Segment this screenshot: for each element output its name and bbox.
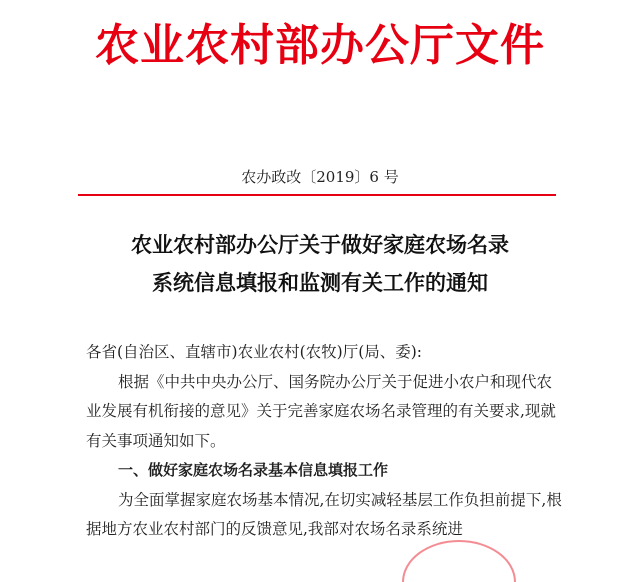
paragraph-2: 为全面掌握家庭农场基本情况,在切实减轻基层工作负担前提下,根据地方农业农村部门的反馈意见,我部对农场名录系统进 bbox=[86, 490, 562, 538]
title-line-2: 系统信息填报和监测有关工作的通知 bbox=[152, 270, 488, 295]
paragraph-1: 根据《中共中央办公厅、国务院办公厅关于促进小农户和现代农业发展有机衔接的意见》关于完善家庭农场名录管理的有关要求,现就有关事项通知如下。 bbox=[86, 372, 556, 450]
document-body bbox=[86, 338, 566, 545]
salutation: 各省(自治区、直辖市)农业农村(农牧)厅(局、委): bbox=[86, 343, 423, 361]
red-separator-line bbox=[78, 194, 556, 196]
section-heading-1: 一、做好家庭农场名录基本信息填报工作 bbox=[118, 461, 389, 479]
document-title bbox=[0, 226, 640, 302]
document-number: 农办政改〔2019〕6 号 bbox=[241, 168, 399, 186]
document-masthead: 农业农村部办公厅文件 bbox=[95, 20, 545, 71]
title-line-1: 农业农村部办公厅关于做好家庭农场名录 bbox=[131, 232, 509, 257]
official-seal-partial bbox=[402, 540, 516, 582]
